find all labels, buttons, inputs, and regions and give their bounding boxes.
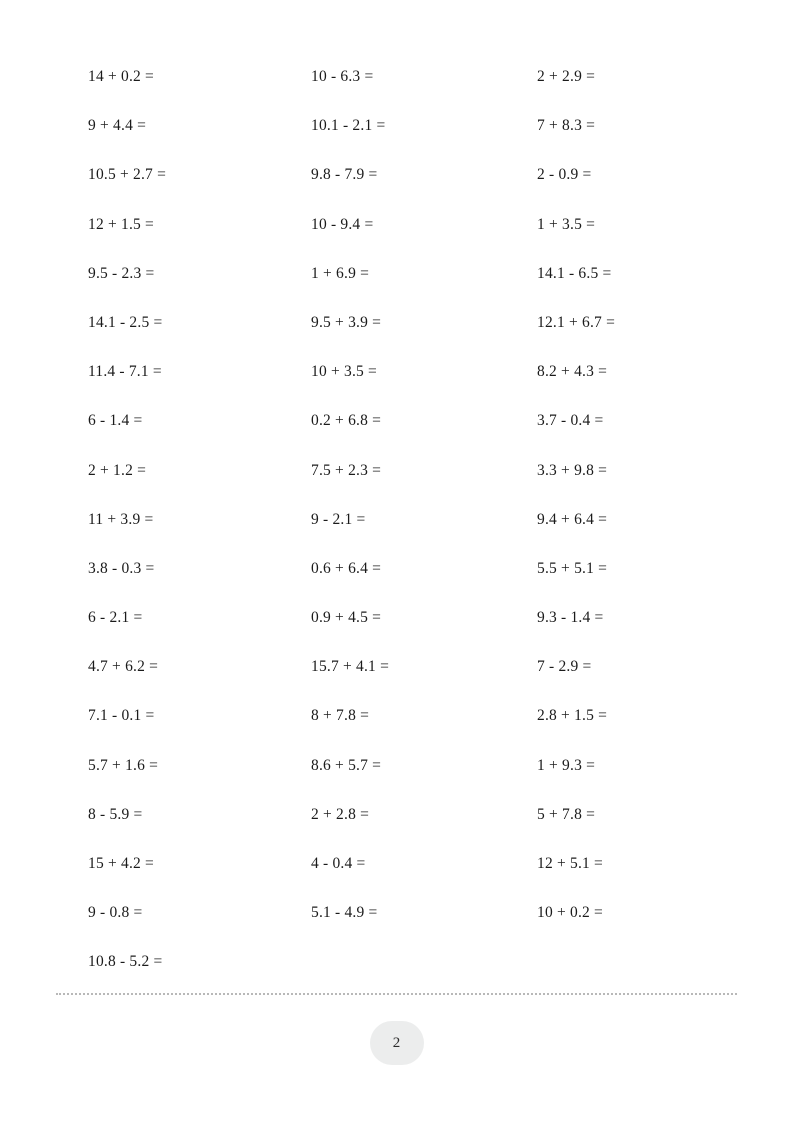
problem-item: 8 - 5.9 = — [88, 805, 143, 823]
problem-item: 4 - 0.4 = — [311, 855, 366, 872]
problem-item: 12 + 5.1 = — [537, 855, 603, 872]
problem-item: 5.5 + 5.1 = — [537, 559, 608, 577]
problem-item: 0.6 + 6.4 = — [311, 559, 382, 577]
problem-item: 10 + 3.5 = — [311, 363, 377, 381]
problem-item: 10.8 - 5.2 = — [88, 953, 163, 971]
problem-column-2 — [286, 52, 512, 937]
problem-item: 3.3 + 9.8 = — [537, 461, 608, 479]
problem-item: 5.7 + 1.6 = — [88, 756, 159, 774]
problem-columns — [60, 52, 740, 987]
problem-item: 15 + 4.2 = — [88, 855, 154, 872]
problem-item: 8.2 + 4.3 = — [537, 363, 608, 381]
problem-item: 2 + 1.2 = — [88, 461, 147, 479]
problem-item: 11 + 3.9 = — [88, 510, 154, 528]
page-number-badge: 2 — [370, 1021, 424, 1065]
problem-item: 10 + 0.2 = — [537, 904, 603, 922]
problem-item: 12.1 + 6.7 = — [537, 313, 616, 331]
page-footer — [0, 1021, 793, 1065]
problem-item: 9.5 - 2.3 = — [88, 264, 155, 282]
problem-item: 4.7 + 6.2 = — [88, 658, 159, 676]
problem-item: 9 - 0.8 = — [88, 904, 143, 922]
problem-item: 0.9 + 4.5 = — [311, 609, 382, 627]
problem-item: 8.6 + 5.7 = — [311, 756, 382, 774]
problem-item: 9.5 + 3.9 = — [311, 313, 382, 331]
problem-item: 10 - 6.3 = — [311, 68, 374, 85]
problems-area — [60, 52, 740, 987]
problem-item: 7 + 8.3 = — [537, 117, 596, 135]
problem-column-1 — [60, 52, 286, 987]
problem-item: 2.8 + 1.5 = — [537, 707, 608, 725]
problem-item: 2 - 0.9 = — [537, 166, 592, 184]
problem-item: 10 - 9.4 = — [311, 215, 374, 233]
problem-item: 14 + 0.2 = — [88, 68, 154, 85]
problem-item: 14.1 - 2.5 = — [88, 313, 163, 331]
problem-item: 3.7 - 0.4 = — [537, 412, 604, 430]
problem-item: 1 + 6.9 = — [311, 264, 370, 282]
problem-item: 6 - 1.4 = — [88, 412, 143, 430]
footer-divider — [56, 993, 737, 995]
problem-item: 15.7 + 4.1 = — [311, 658, 390, 676]
problem-item: 1 + 3.5 = — [537, 215, 596, 233]
problem-item: 8 + 7.8 = — [311, 707, 370, 725]
problem-item: 7.1 - 0.1 = — [88, 707, 155, 725]
problem-item: 14.1 - 6.5 = — [537, 264, 612, 282]
problem-item: 9 - 2.1 = — [311, 510, 366, 528]
problem-item: 6 - 2.1 = — [88, 609, 143, 627]
problem-item: 2 + 2.8 = — [311, 805, 370, 823]
problem-item: 2 + 2.9 = — [537, 68, 596, 85]
problem-item: 5.1 - 4.9 = — [311, 904, 378, 922]
problem-item: 9 + 4.4 = — [88, 117, 147, 135]
problem-item: 9.4 + 6.4 = — [537, 510, 608, 528]
problem-item: 10.1 - 2.1 = — [311, 117, 386, 135]
problem-item: 0.2 + 6.8 = — [311, 412, 382, 430]
problem-item: 9.3 - 1.4 = — [537, 609, 604, 627]
problem-item: 7 - 2.9 = — [537, 658, 592, 676]
problem-item: 7.5 + 2.3 = — [311, 461, 382, 479]
problem-item: 9.8 - 7.9 = — [311, 166, 378, 184]
problem-column-3 — [512, 52, 738, 937]
problem-item: 12 + 1.5 = — [88, 215, 154, 233]
problem-item: 3.8 - 0.3 = — [88, 559, 155, 577]
problem-item: 5 + 7.8 = — [537, 805, 596, 823]
problem-item: 10.5 + 2.7 = — [88, 166, 167, 184]
problem-item: 11.4 - 7.1 = — [88, 363, 162, 381]
problem-item: 1 + 9.3 = — [537, 756, 596, 774]
